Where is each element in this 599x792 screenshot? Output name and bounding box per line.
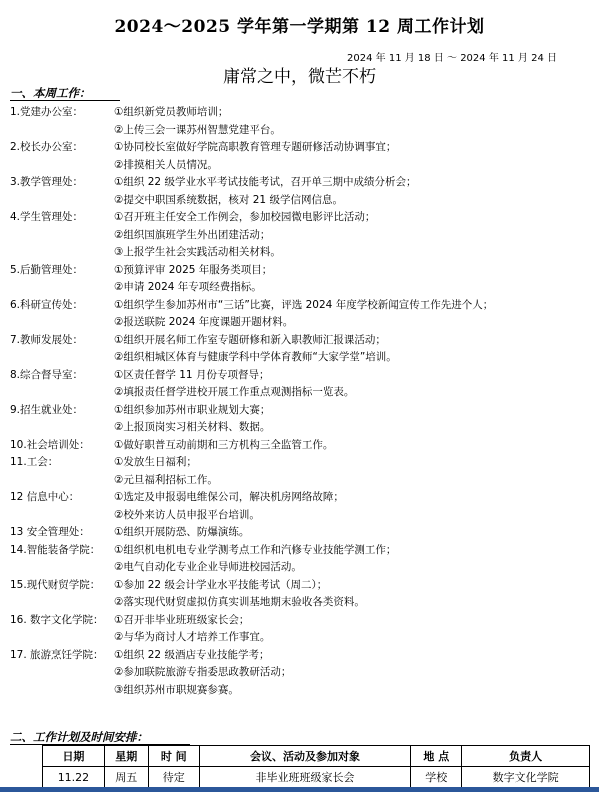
task-row xyxy=(10,384,595,402)
task-row xyxy=(10,629,595,647)
task-row xyxy=(10,664,595,682)
column-header-activity: 会议、活动及参加对象 xyxy=(199,746,410,767)
task-row xyxy=(10,122,595,140)
task-item: ②参加联院旅游专指委思政教研活动； xyxy=(114,666,292,678)
column-header-location: 地 点 xyxy=(411,746,462,767)
department-name: 13 安全管理处： xyxy=(10,526,90,538)
department-block xyxy=(10,262,595,297)
department-block xyxy=(10,577,595,612)
task-row xyxy=(10,367,595,385)
department-block xyxy=(10,489,595,524)
task-row xyxy=(10,244,595,262)
task-item: ②组织国旗班学生外出团建活动； xyxy=(114,228,271,241)
task-item: ①组织学生参加苏州市“三话”比赛，评选 2024 年度学校新闻宣传工作先进个人； xyxy=(114,298,494,311)
task-item: ②电气自动化专业企业导师进校园活动。 xyxy=(114,561,302,573)
task-item: ①组织开展名师工作室专题研修和新入职教师汇报课活动； xyxy=(114,333,386,346)
task-item: ②提交中职国系统数据，核对 21 级学信网信息。 xyxy=(114,193,343,206)
cell-weekday: 周五 xyxy=(104,767,148,788)
task-item: ②元旦福利招标工作。 xyxy=(114,473,218,486)
department-name: 15.现代财贸学院： xyxy=(10,578,101,591)
task-item: ①组织 22 级酒店专业技能学考； xyxy=(114,648,270,661)
task-row xyxy=(10,507,595,525)
task-row xyxy=(10,227,595,245)
task-row xyxy=(10,612,595,630)
task-item: ①发放生日福利； xyxy=(114,456,197,468)
task-item: ②申请 2024 年专项经费指标。 xyxy=(114,281,262,293)
department-block xyxy=(10,367,595,402)
task-row xyxy=(10,349,595,367)
task-row xyxy=(10,209,595,227)
department-name: 6.科研宣传处： xyxy=(10,298,84,311)
department-name: 16. 数字文化学院： xyxy=(10,613,104,626)
department-name: 11.工会： xyxy=(10,456,59,468)
task-row xyxy=(10,314,595,332)
department-name: 5.后勤管理处： xyxy=(10,263,84,276)
task-row xyxy=(10,419,595,437)
department-name: 1.党建办公室： xyxy=(10,106,84,118)
task-item: ①参加 22 级会计学业水平技能考试（周二）； xyxy=(114,578,328,591)
table-header-row xyxy=(43,746,590,767)
task-row xyxy=(10,682,595,700)
department-name: 7.教师发展处： xyxy=(10,333,84,346)
task-item: ②组织相城区体育与健康学科中学体育教师“大家学堂”培训。 xyxy=(114,351,397,363)
task-row xyxy=(10,559,595,577)
task-item: ①组织开展防恐、防爆演练。 xyxy=(114,526,250,538)
task-item: ①协同校长室做好学院高职教育管理专题研修活动协调事宜； xyxy=(114,141,397,153)
table-row xyxy=(43,767,590,788)
department-name: 12 信息中心： xyxy=(10,491,80,503)
department-name: 17. 旅游烹饪学院： xyxy=(10,648,104,661)
task-row xyxy=(10,524,595,542)
task-item: ①预算评审 2025 年服务类项目； xyxy=(114,263,273,276)
department-block xyxy=(10,104,595,139)
section-underline xyxy=(10,100,120,101)
task-row xyxy=(10,454,595,472)
schedule-table xyxy=(42,745,590,788)
task-item: ①做好职普互动前期和三方机构三全监管工作。 xyxy=(114,438,334,451)
department-name: 8.综合督导室： xyxy=(10,368,84,381)
department-block xyxy=(10,174,595,209)
task-row xyxy=(10,139,595,157)
column-header-date: 日期 xyxy=(43,746,105,767)
column-header-weekday: 星期 xyxy=(104,746,148,767)
department-block xyxy=(10,647,595,700)
task-row xyxy=(10,104,595,122)
task-item: ②排摸相关人员情况。 xyxy=(114,158,218,171)
task-item: ①组织机电机电专业学测考点工作和汽修专业技能学测工作； xyxy=(114,543,397,556)
task-row xyxy=(10,647,595,665)
task-row xyxy=(10,332,595,350)
department-block xyxy=(10,454,595,489)
department-block xyxy=(10,402,595,437)
department-name: 4.学生管理处： xyxy=(10,211,84,223)
task-item: ②校外来访人员申报平台培训。 xyxy=(114,508,260,521)
task-row xyxy=(10,279,595,297)
department-block xyxy=(10,297,595,332)
task-item: ②落实现代财贸虚拟仿真实训基地期末验收各类资料。 xyxy=(114,596,365,608)
department-name: 2.校长办公室： xyxy=(10,141,84,153)
task-item: ③上报学生社会实践活动相关材料。 xyxy=(114,246,281,258)
section-heading-weekly-work: 一、本周工作： xyxy=(10,86,91,100)
slogan: 庸常之中，微芒不朽 xyxy=(223,67,376,87)
task-row xyxy=(10,594,595,612)
cell-owner: 数字文化学院 xyxy=(462,767,590,788)
section-heading-schedule: 二、工作计划及时间安排： xyxy=(10,730,148,744)
page-title: 2024～2025 学年第一学期第 12 周工作计划 xyxy=(114,17,485,37)
task-row xyxy=(10,472,595,490)
column-header-owner: 负责人 xyxy=(462,746,590,767)
task-item: ①区责任督学 11 月份专项督导； xyxy=(114,368,270,381)
task-item: ③组织苏州市职规赛参赛。 xyxy=(114,683,239,696)
department-block xyxy=(10,612,595,647)
cell-location: 学校 xyxy=(411,767,462,788)
department-block xyxy=(10,437,595,455)
department-block xyxy=(10,209,595,262)
task-item: ②与华为商讨人才培养工作事宜。 xyxy=(114,631,271,643)
task-row xyxy=(10,262,595,280)
task-row xyxy=(10,437,595,455)
task-item: ①召开班主任安全工作例会，参加校园微电影评比活动； xyxy=(114,211,376,223)
department-block xyxy=(10,332,595,367)
task-row xyxy=(10,489,595,507)
task-row xyxy=(10,577,595,595)
department-name: 10.社会培训处： xyxy=(10,438,90,451)
task-item: ②报送联院 2024 年度课题开题材料。 xyxy=(114,316,294,328)
window-bottom-bar xyxy=(0,787,599,792)
task-item: ①召开非毕业班班级家长会； xyxy=(114,613,250,626)
task-item: ①选定及申报弱电维保公司，解决机房网络故障； xyxy=(114,491,344,503)
department-list xyxy=(10,104,595,699)
task-row xyxy=(10,192,595,210)
task-item: ②填报责任督学进校开展工作重点观测指标一览表。 xyxy=(114,386,355,398)
cell-activity: 非毕业班班级家长会 xyxy=(199,767,410,788)
task-item: ①组织参加苏州市职业规划大赛； xyxy=(114,403,271,416)
department-block xyxy=(10,139,595,174)
task-row xyxy=(10,174,595,192)
task-item: ①组织新党员教师培训； xyxy=(114,106,229,118)
department-name: 9.招生就业处： xyxy=(10,403,84,416)
department-name: 3.教学管理处： xyxy=(10,176,84,188)
date-range: 2024 年 11 月 18 日 ～ 2024 年 11 月 24 日 xyxy=(347,53,557,64)
task-item: ①组织 22 级学业水平考试技能考试，召开单三期中成绩分析会； xyxy=(114,176,417,188)
column-header-time: 时 间 xyxy=(148,746,199,767)
department-block xyxy=(10,524,595,542)
department-name: 14.智能装备学院： xyxy=(10,543,101,556)
cell-time: 待定 xyxy=(148,767,199,788)
cell-date: 11.22 xyxy=(43,767,105,788)
task-item: ②上传三会一课苏州智慧党建平台。 xyxy=(114,123,281,136)
department-block xyxy=(10,542,595,577)
task-row xyxy=(10,157,595,175)
task-row xyxy=(10,402,595,420)
task-row xyxy=(10,542,595,560)
task-item: ②上报顶岗实习相关材料、数据。 xyxy=(114,421,271,433)
task-row xyxy=(10,297,595,315)
